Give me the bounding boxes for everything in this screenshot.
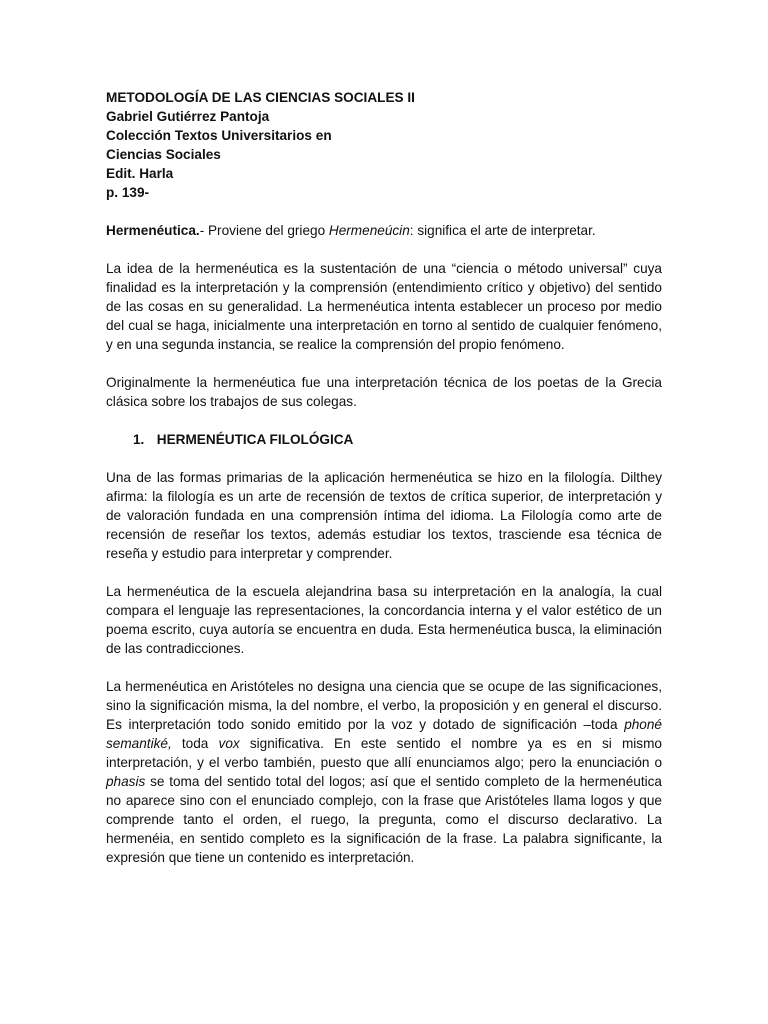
spacer	[106, 658, 662, 677]
aristotle-text-4: se toma del sentido total del logos; así que el sentido completo de la hermenéutica no aparece sino con el enunciado complejo, con la frase que Aristóteles llama logos y que comprende tanto el orden, el ruego, la pregunta, como el discurso declarativo. La hermenéia, en sentido completo es la significación de la frase. La palabra significante, la expresión que tiene un contenido es interpretación.	[106, 774, 662, 865]
author-name: Gabriel Gutiérrez Pantoja	[106, 109, 270, 124]
book-title: METODOLOGÍA DE LAS CIENCIAS SOCIALES II	[106, 90, 415, 105]
spacer	[106, 240, 662, 259]
collection-line-1: Colección Textos Universitarios en	[106, 128, 332, 143]
aristotle-italic-vox: vox	[218, 736, 240, 751]
paragraph-origin: Originalmente la hermenéutica fue una interpretación técnica de los poetas de la Grecia clásica sobre los trabajos de sus colegas.	[106, 375, 662, 409]
spacer	[106, 449, 662, 468]
definition-paragraph	[106, 221, 662, 240]
section-heading	[106, 430, 662, 449]
publisher: Edit. Harla	[106, 166, 174, 181]
paragraph-philology: Una de las formas primarias de la aplicación hermenéutica se hizo en la filología. Dilthey afirma: la filología es un arte de recensión de textos de crítica superior, de interpretación y de valoración fundada en una comprensión íntima del idioma. La Filología como arte de recensión de reseñar los textos, además estudiar los textos, trasciende esa técnica de reseña y estudio para interpretar y comprender.	[106, 470, 662, 561]
aristotle-text-3: significativa. En este sentido el nombre ya es en si mismo interpretación, y el verbo también, puesto que allí enunciamos algo; pero la enunciación o	[106, 736, 662, 770]
greek-term: Hermeneúcin	[328, 223, 410, 238]
spacer	[106, 202, 662, 221]
aristotle-text-2: toda	[171, 736, 219, 751]
citation-header	[106, 88, 662, 202]
definition-text-2: : significa el arte de interpretar.	[409, 223, 596, 238]
definition-term: Hermenéutica.	[106, 223, 200, 238]
spacer	[106, 563, 662, 582]
paragraph-aristotle	[106, 677, 662, 867]
section-title: HERMENÉUTICA FILOLÓGICA	[156, 432, 354, 447]
definition-text-1: - Proviene del griego	[199, 223, 329, 238]
paragraph-alexandrian-school: La hermenéutica de la escuela alejandrina basa su interpretación en la analogía, la cual compara el lenguaje las representaciones, la concordancia interna y el valor estético de un poema escrito, cuya autoría se encuentra en duda. Esta hermenéutica busca, la eliminación de las contradicciones.	[106, 584, 662, 656]
aristotle-italic-phone: phoné semantiké,	[106, 717, 662, 751]
collection-line-2: Ciencias Sociales	[106, 147, 221, 162]
paragraph-universal-method: La idea de la hermenéutica es la sustentación de una “ciencia o método universal” cuya finalidad es la interpretación y la comprensión (entendimiento crítico y objetivo) del sentido de las cosas en su generalidad. La hermenéutica intenta establecer un proceso por medio del cual se haga, inicialmente una interpretación en torno al sentido de cualquier fenómeno, y en una segunda instancia, se realice la comprensión del propio fenómeno.	[106, 261, 662, 352]
document-body	[106, 88, 662, 867]
page-reference: p. 139-	[106, 185, 150, 200]
section-number: 1.	[133, 432, 145, 447]
aristotle-italic-phasis: phasis	[106, 774, 146, 789]
spacer	[106, 354, 662, 373]
aristotle-text-1: La hermenéutica en Aristóteles no designa una ciencia que se ocupe de las significaciones, sino la significación misma, la del nombre, el verbo, la proposición y en general el discurso. Es interpretación todo sonido emitido por la voz y dotado de significación –toda	[106, 679, 662, 732]
spacer	[106, 411, 662, 430]
